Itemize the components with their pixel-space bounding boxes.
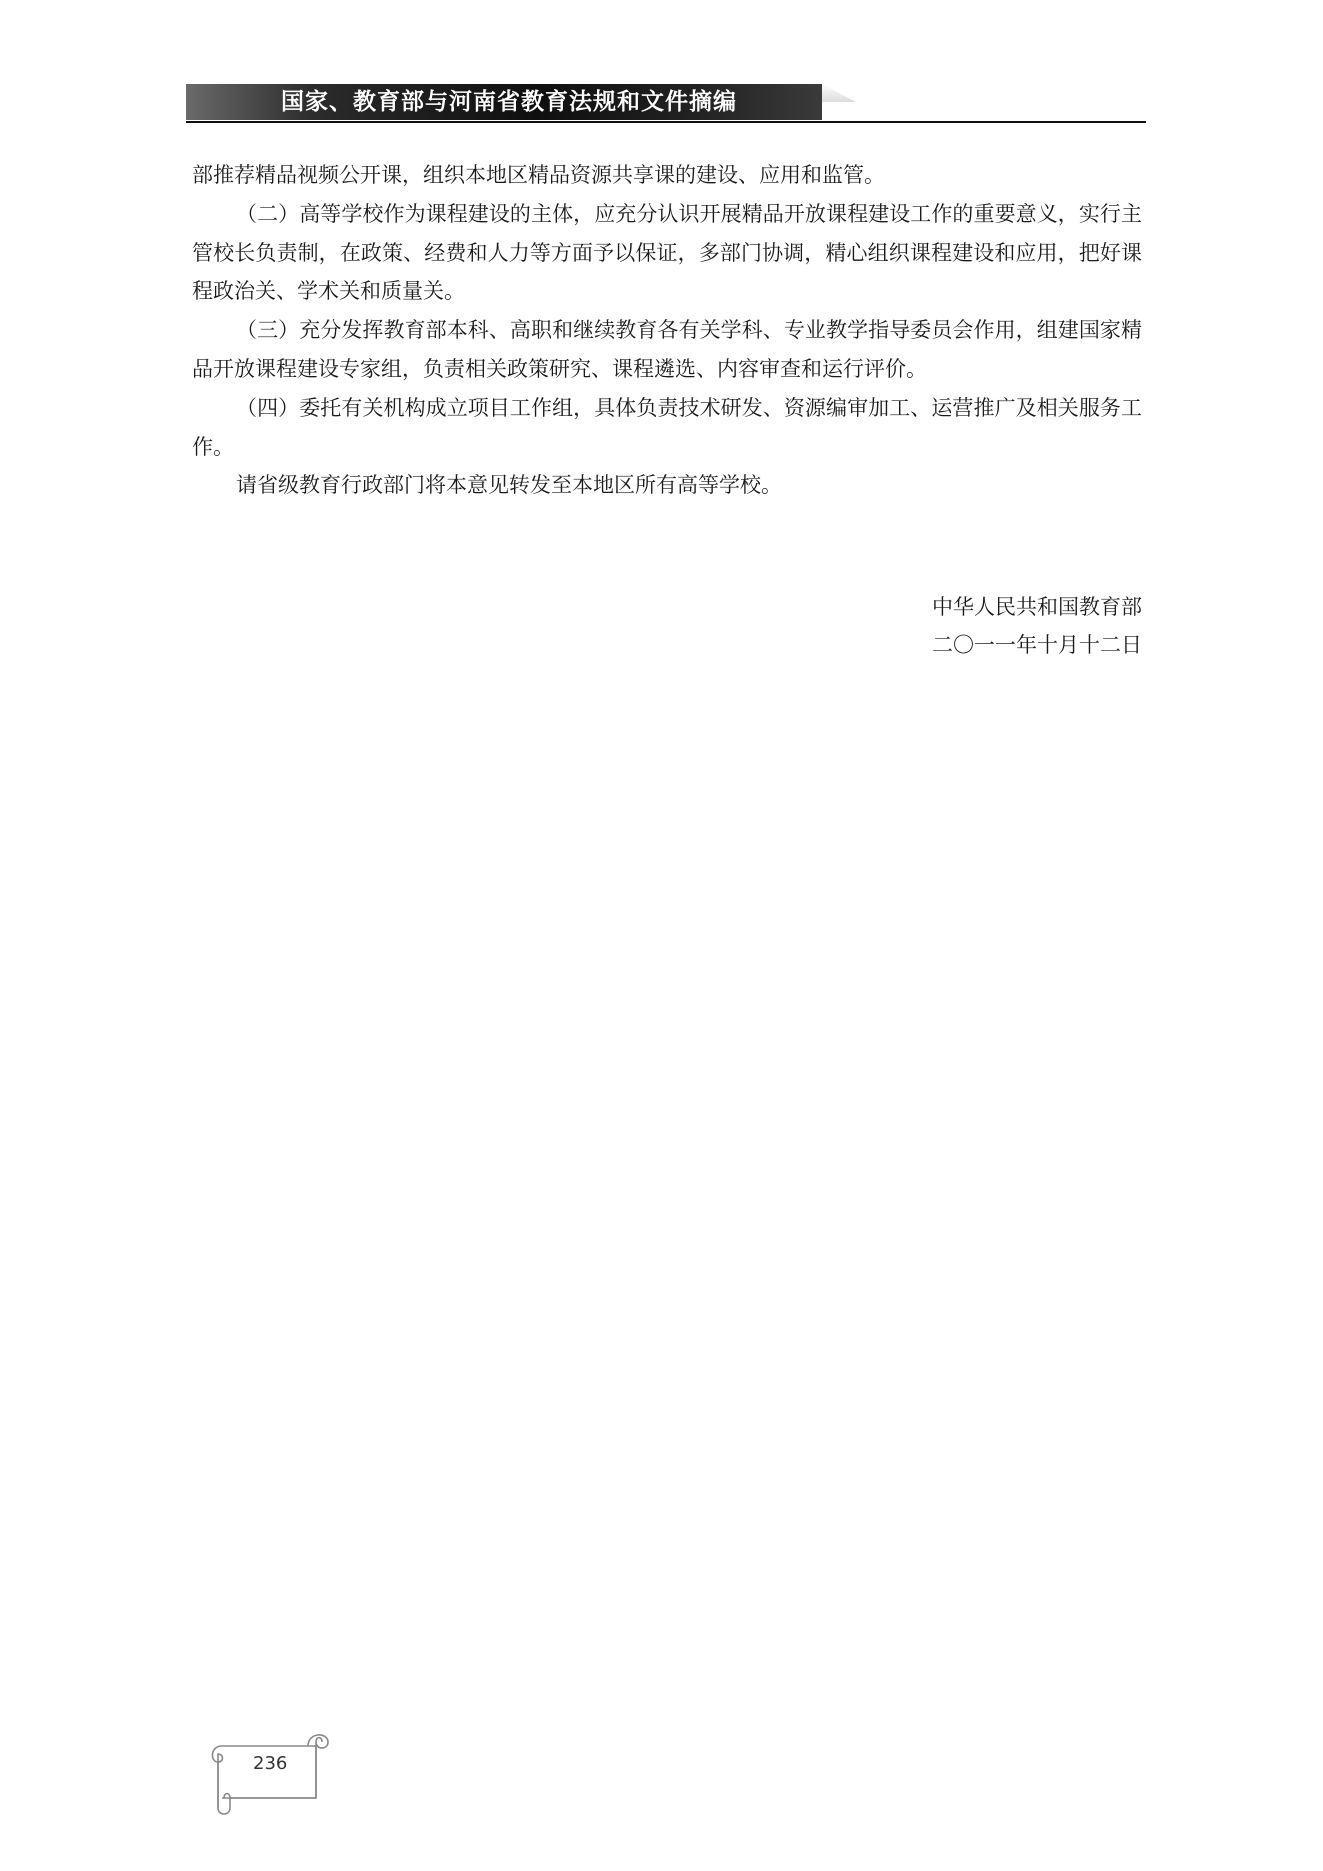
paragraph-item-4: （四）委托有关机构成立项目工作组，具体负责技术研发、资源编审加工、运营推广及相关服务工作。 (192, 395, 1142, 459)
signature-issuer: 中华人民共和国教育部 (932, 595, 1142, 619)
paragraph-continuation: 部推荐精品视频公开课，组织本地区精品资源共享课的建设、应用和监管。 (192, 163, 885, 187)
running-header-title: 国家、教育部与河南省教育法规和文件摘编 (281, 88, 737, 115)
header-rule (186, 121, 1146, 123)
paragraph-item-3: （三）充分发挥教育部本科、高职和继续教育各有关学科、专业教学指导委员会作用，组建国家精品开放课程建设专家组，负责相关政策研究、课程遴选、内容审查和运行评价。 (192, 318, 1142, 381)
paragraph-closing: 请省级教育行政部门将本意见转发至本地区所有高等学校。 (236, 473, 782, 498)
paragraph-item-2: （二）高等学校作为课程建设的主体，应充分认识开展精品开放课程建设工作的重要意义，实行主管校长负责制，在政策、经费和人力等方面予以保证，多部门协调，精心组织课程建设和应用，把好课程政治关、学术关和质量关。 (192, 201, 1142, 304)
page-number: 236 (253, 1753, 288, 1774)
header-wedge-decoration (822, 84, 856, 102)
running-header-band (186, 84, 822, 120)
signature-date: 二〇一一年十月十二日 (932, 633, 1142, 657)
signature-block (932, 588, 1142, 664)
body-text (192, 156, 1142, 505)
